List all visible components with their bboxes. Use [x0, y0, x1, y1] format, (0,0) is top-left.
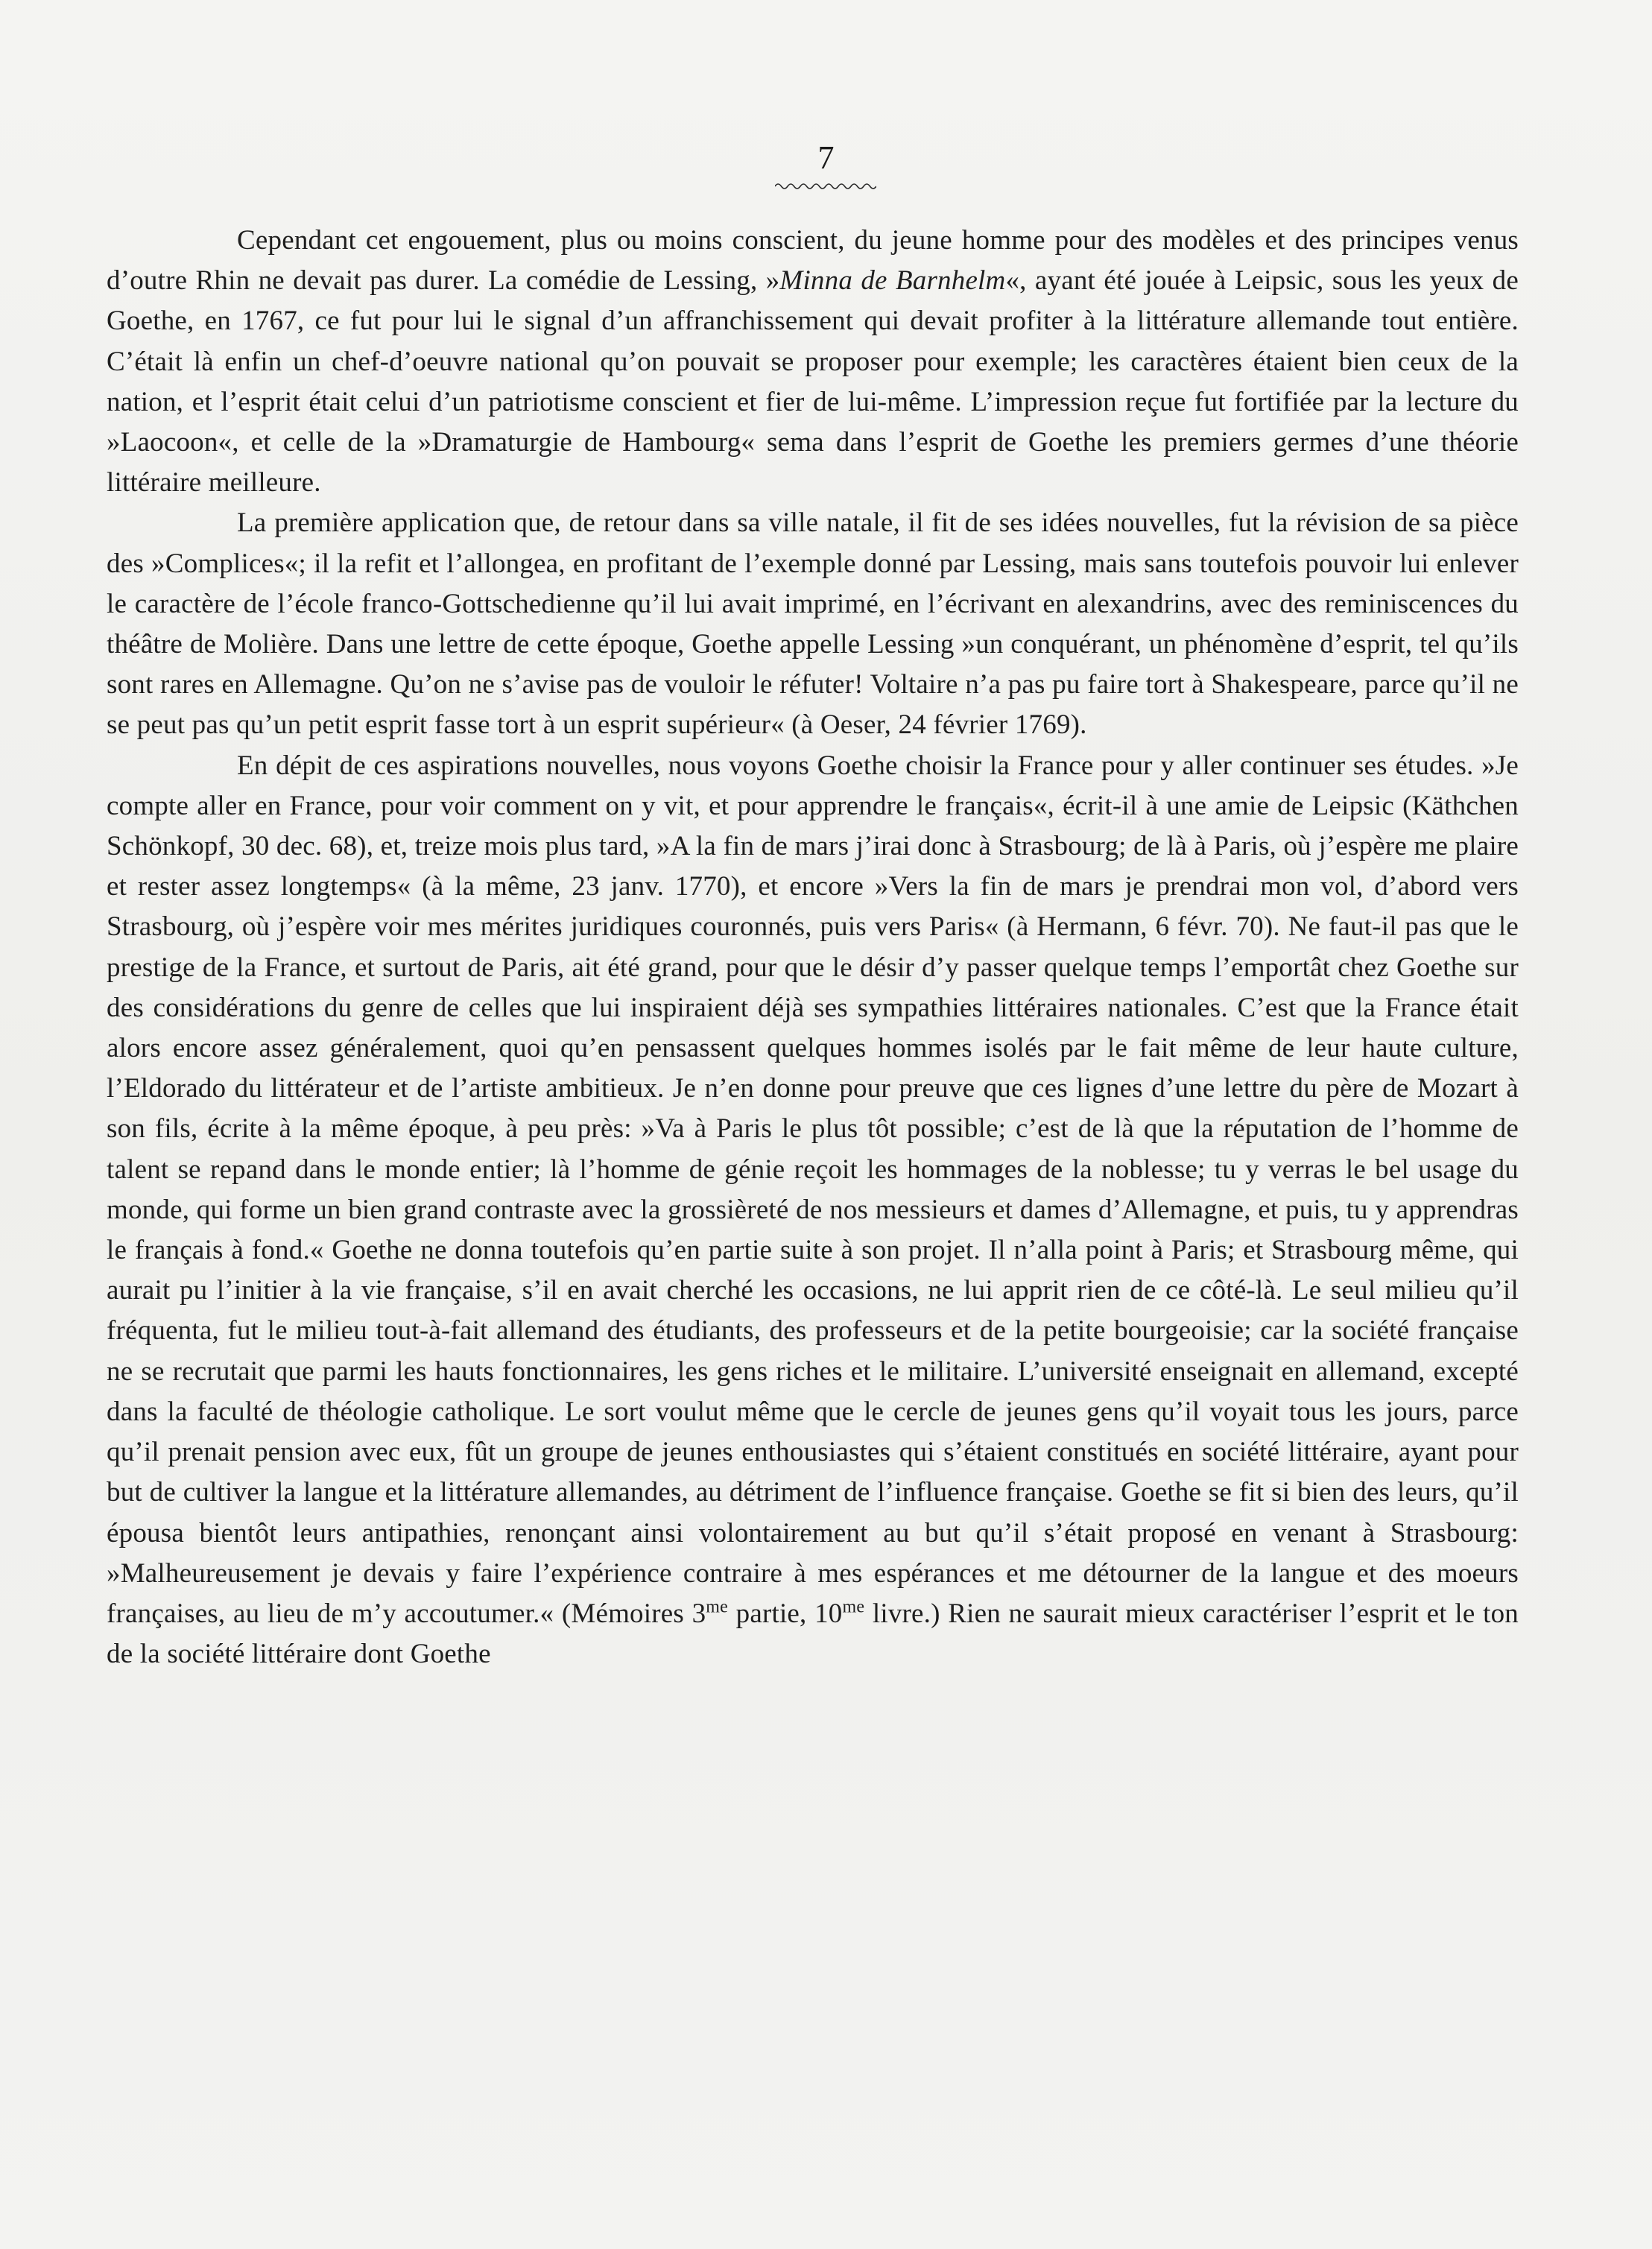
superscript: me [842, 1597, 865, 1617]
superscript: me [706, 1597, 729, 1617]
wavy-rule-ornament [775, 182, 876, 191]
paragraph [107, 221, 1519, 503]
paragraph [107, 746, 1519, 1675]
text-run: partie, 10 [728, 1598, 843, 1629]
text-run: Cependant cet engouement, plus ou moins conscient, du jeune homme pour des modèles et des principes venus d’outre Rhin ne devait pas durer. La comédie de Lessing, » [107, 225, 1519, 297]
page-number: 7 [817, 139, 835, 176]
text-run: livre.) Rien ne saurait mieux caractériser l’esprit et le ton de la société littéraire dont Goethe [107, 1598, 1519, 1670]
text-run: La première application que, de retour dans sa ville natale, il fit de ses idées nouvelles, fut la révision de sa pièce des »Complices«; il la refit et l’allongea, en profitant de l’exemple donné par Lessing, mais sans toutefois pouvoir lui enlever le caractère de l’école franco-Gottschedienne qu’il lui avait imprimé, en l’écrivant en alexandrins, avec des reminiscences du théâtre de Molière. Dans une lettre de cette époque, Goethe appelle Lessing »un conquérant, un phénomène d’esprit, tel qu’ils sont rares en Allemagne. Qu’on ne s’avise pas de vouloir le réfuter! Voltaire n’a pas pu faire tort à Shakespeare, parce qu’il ne se peut pas qu’un petit esprit fasse tort à un esprit supérieur« (à Oeser, 24 février 1769). [107, 507, 1519, 741]
paragraph [107, 503, 1519, 745]
italic-title: Minna de Barnhelm [779, 265, 1006, 297]
body-text [107, 221, 1519, 1674]
text-run: «, ayant été jouée à Leipsic, sous les yeux de Goethe, en 1767, ce fut pour lui le signal d’un affranchissement qui devait profiter à la littérature allemande tout entière. C’était là enfin un chef-d’oeuvre national qu’on pouvait se proposer pour exemple; les caractères étaient bien ceux de la nation, et l’esprit était celui d’un patriotisme conscient et fier de lui-même. L’impression reçue fut fortifiée par la lecture du »Laocoon«, et celle de la »Dramaturgie de Hambourg« sema dans l’esprit de Goethe les premiers germes d’une théorie littéraire meilleure. [107, 265, 1519, 499]
text-run: En dépit de ces aspirations nouvelles, nous voyons Goethe choisir la France pour y aller continuer ses études. »Je compte aller en France, pour voir comment on y vit, et pour apprendre le français«, écrit-il à une amie de Leipsic (Käthchen Schönkopf, 30 dec. 68), et, treize mois plus tard, »A la fin de mars j’irai donc à Strasbourg; de là à Paris, où j’espère me plaire et rester assez longtemps« (à la même, 23 janv. 1770), et encore »Vers la fin de mars je prendrai mon vol, d’abord vers Strasbourg, où j’espère voir mes mérites juridiques couronnés, puis vers Paris« (à Hermann, 6 févr. 70). Ne faut-il pas que le prestige de la France, et surtout de Paris, ait été grand, pour que le désir d’y passer quelque temps l’emportât chez Goethe sur des considérations du genre de celles que lui inspiraient déjà ses sympathies littéraires nationales. C’est que la France était alors encore assez généralement, quoi qu’en pensassent quelques hommes isolés par le fait même de leur haute culture, l’Eldorado du littérateur et de l’artiste ambitieux. Je n’en donne pour preuve que ces lignes d’une lettre du père de Mozart à son fils, écrite à la même époque, à peu près: »Va à Paris le plus tôt possible; c’est de là que la réputation de l’homme de talent se repand dans le monde entier; là l’homme de génie reçoit les hommages de la noblesse; tu y verras le bel usage du monde, qui forme un bien grand contraste avec la grossièreté de nos messieurs et dames d’Allemagne, et puis, tu y apprendras le français à fond.« Goethe ne donna toutefois qu’en partie suite à son projet. Il n’alla point à Paris; et Strasbourg même, qui aurait pu l’initier à la vie française, s’il en avait cherché les occasions, ne lui apprit rien de ce côté-là. Le seul milieu qu’il fréquenta, fut le milieu tout-à-fait allemand des étudiants, des professeurs et de la petite bourgeoisie; car la société française ne se recrutait que parmi les hauts fonctionnaires, les gens riches et le militaire. L’université enseignait en allemand, excepté dans la faculté de théologie catholique. Le sort voulut même que le cercle de jeunes gens qu’il voyait tous les jours, parce qu’il prenait pension avec eux, fût un groupe de jeunes enthousiastes qui s’étaient constitués en société littéraire, ayant pour but de cultiver la langue et la littérature allemandes, au détriment de l’influence française. Goethe se fit si bien des leurs, qu’il épousa bientôt leurs antipathies, renonçant ainsi volontairement au but qu’il s’était proposé en venant à Strasbourg: »Malheureusement je devais y faire l’expérience contraire à mes espérances et me détourner de la langue et des moeurs françaises, au lieu de m’y accoutumer.« (Mémoires 3 [107, 750, 1519, 1629]
